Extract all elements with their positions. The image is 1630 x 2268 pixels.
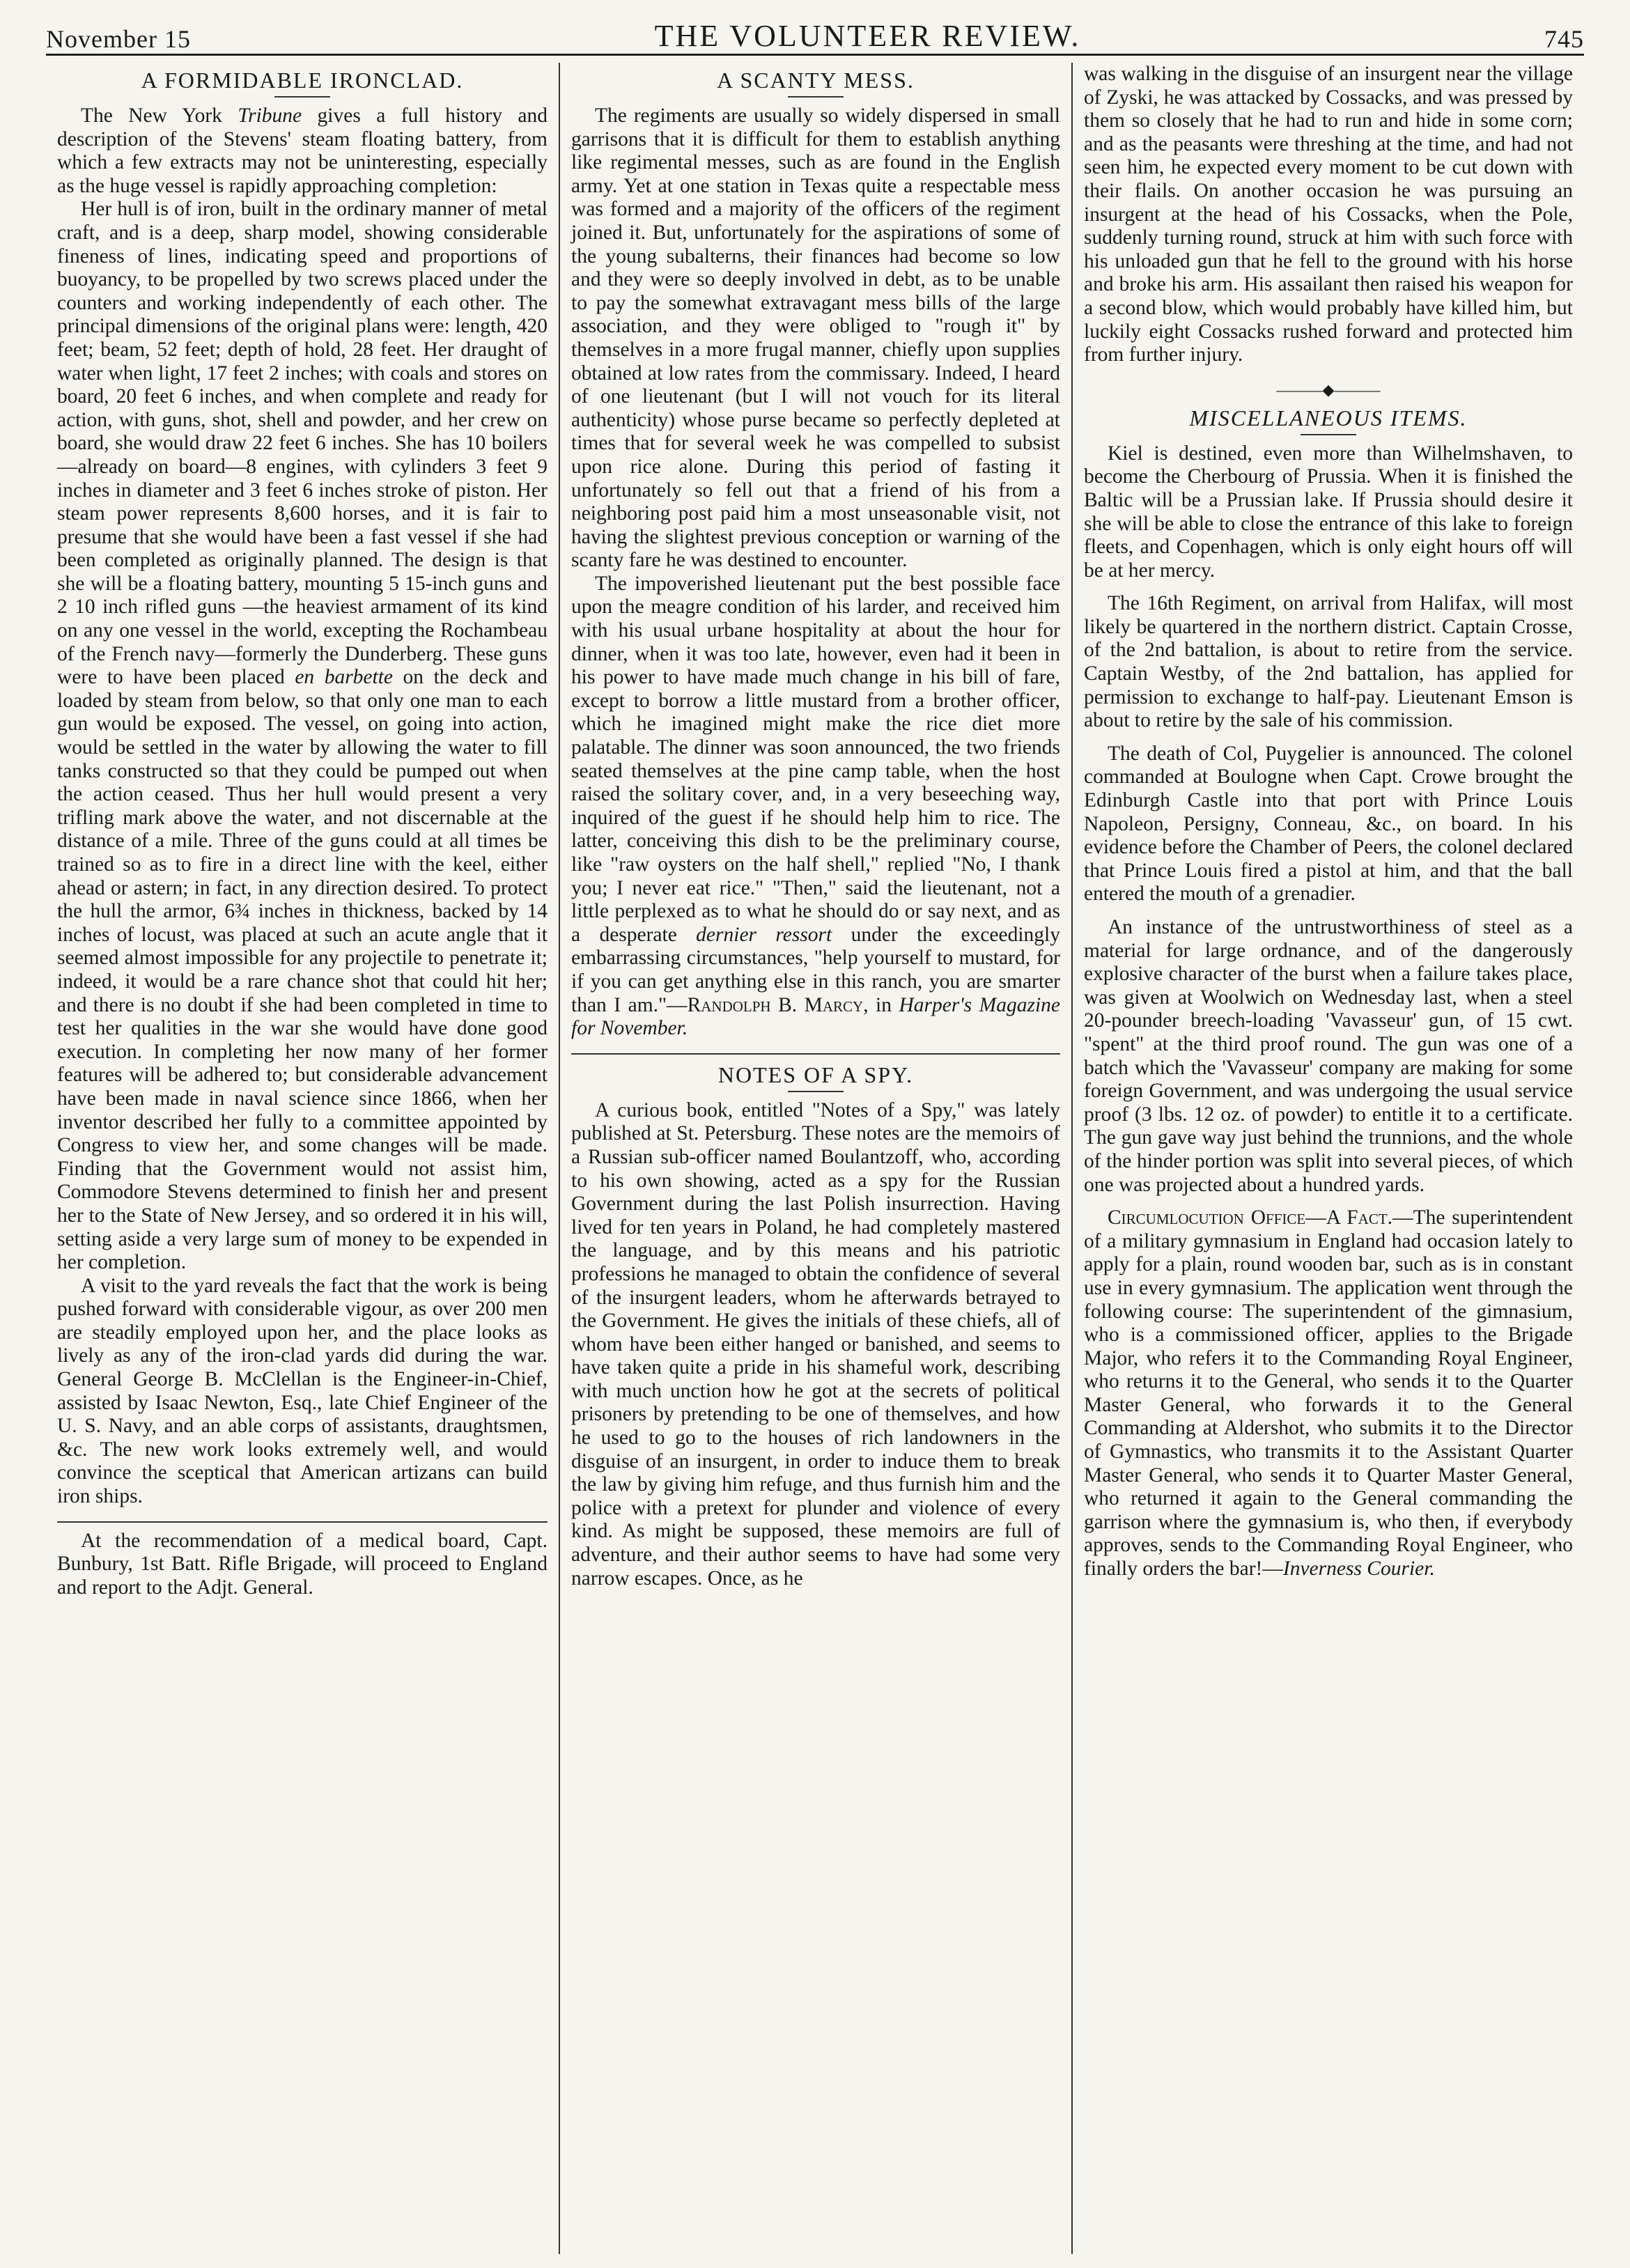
publication-title: THE VOLUNTEER REVIEW.	[654, 19, 1081, 53]
article-paragraph: The New York Tribune gives a full history and description of the Stevens' steam floating battery, from which a few extracts may not be uninteresting, especially as the huge vessel is rapidly approaching completion:	[57, 104, 548, 197]
column-2	[559, 63, 1071, 2254]
heading-rule	[788, 96, 844, 98]
source-name: Tribune	[238, 104, 302, 127]
section-rule	[57, 1521, 548, 1523]
news-item: The 16th Regiment, on arrival from Halifax, will most likely be quartered in the northern district. Captain Crosse, of the 2nd battalion, is about to retire from the service. Captain Westby, of the 2nd battalion, has applied for permission to exchange to half-pay. Lieutenant Emson is about to retire by the sale of his commission.	[1084, 592, 1573, 732]
article-heading-misc: MISCELLANEOUS ITEMS.	[1189, 405, 1468, 430]
masthead	[46, 0, 1584, 56]
author-name: Randolph B. Marcy	[687, 993, 864, 1016]
source-name: Harper's Magazine for November.	[571, 993, 1060, 1040]
article-paragraph: The regiments are usually so widely dispersed in small garrisons that it is difficult for them to establish anything like regimental messes, such as are found in the English army. Yet at one station in Texas quite a respectable mess was formed and a majority of the officers of the regiment joined it. But, unfortunately for the aspirations of some of the young subalterns, their finances had become so low and they were so deeply involved in debt, as to be unable to pay the somewhat extravagant mess bills of the large association, and they were obliged to "rough it" by themselves in a more frugal manner, chiefly upon supplies obtained at low rates from the commissary. Indeed, I heard of one lieutenant (but I will not vouch for its literal authenticity) whose purse became so perfectly depleted at times that for several week he was compelled to subsist upon rice alone. During this period of fasting it unfortunately so fell out that a friend of his from a neighboring post paid him a most unseasonable visit, not having the slightest previous conception or warning of the scanty fare he was destined to encounter.	[571, 104, 1060, 572]
section-ornament: ———◆———	[1276, 380, 1381, 398]
section-rule	[571, 1053, 1060, 1055]
news-item: An instance of the untrustworthiness of steel as a material for large ordnance, and of the dangerously explosive character of the burst when a failure takes place, was given at Woolwich on Wednesday last, when a steel 20-pounder breech-loading 'Vavasseur' gun, of 15 cwt. "spent" at the third proof round. The gun was one of a batch which the 'Vavasseur' company are making for some foreign Government, and was undergoing the usual service proof (3 lbs. 12 oz. of powder) to entitle it to a certificate. The gun gave way just behind the trunnions, and the whole of the hinder portion was split into several pieces, of which one was projected about a hundred yards.	[1084, 916, 1573, 1196]
heading-rule	[274, 96, 330, 98]
article-paragraph: was walking in the disguise of an insurgent near the village of Zyski, he was attacked by Cossacks, and was pressed by them so closely that he had to run and hide in some corn; and as the peasants were threshing at the time, and had not seen him, he expected every moment to be cut down with their flails. On another occasion he was pursuing an insurgent at the head of his Cossacks, when the Pole, suddenly turning round, struck at him with such force with his unloaded gun that he fell to the ground with his horse and broke his arm. His assailant then raised his weapon for a second blow, which would probably have killed him, but luckily eight Cossacks rushed forward and protected him from further injury.	[1084, 63, 1573, 366]
article-heading-mess: A SCANTY MESS.	[717, 68, 915, 93]
news-item: Circumlocution Office—A Fact.—The superintendent of a military gymnasium in England had occasion lately to apply for a plain, round wooden bar, such as is in constant use in every gymnasium. The application went through the following course: The superintendent of the gimnasium, who is a commissioned officer, applies to the Brigade Major, who refers it to the Commanding Royal Engineer, who returns it to the General, who sends it to the Quarter Master General, who forwards it to the General Commanding at Aldershot, who submits it to the Director of Gymnastics, who transmits it to the Assistant Quarter Master General, who sends it to Quarter Master General, who returned it again to the General commanding the garrison where the gymnasium is, who then, if everybody approves, sends to the Commanding Royal Engineer, who finally orders the bar!—Inverness Courier.	[1084, 1206, 1573, 1580]
source-name: Inverness Courier.	[1282, 1558, 1435, 1580]
column-3	[1071, 63, 1584, 2254]
column-1	[46, 63, 559, 2254]
article-paragraph: A visit to the yard reveals the fact that the work is being pushed forward with considerable vigour, as over 200 men are steadily employed upon her, and the place looks as lively as any of the iron-clad yards did during the war. General George B. McClellan is the Engineer-in-Chief, assisted by Isaac Newton, Esq., late Chief Engineer of the U. S. Navy, and an able corps of assistants, draughtsmen, &c. The new work looks extremely well, and would convince the sceptical that American artizans can build iron ships.	[57, 1274, 548, 1508]
article-paragraph: Her hull is of iron, built in the ordinary manner of metal craft, and is a deep, sharp model, showing considerable fineness of lines, indicating speed and proportions of buoyancy, to be propelled by two screws placed under the counters and working independently of each other. The principal dimensions of the original plans were: length, 420 feet; beam, 52 feet; depth of hold, 28 feet. Her draught of water when light, 17 feet 2 inches; with coals and stores on board, 20 feet 6 inches, and when complete and ready for action, with guns, shot, shell and powder, and her crew on board, she would draw 22 feet 6 inches. She has 10 boilers—already on board—8 engines, with cylinders 3 feet 9 inches in diameter and 3 feet 6 inches stroke of piston. Her steam power represents 8,600 horses, and it is fair to presume that she would have been a fast vessel if she had been completed as originally planned. The design is that she will be a floating battery, mounting 5 15-inch guns and 2 10 inch rifled guns —the heaviest armament of its kind on any one vessel in the world, excepting the Rochambeau of the French navy—formerly the Dunderberg. These guns were to have been placed en barbette on the deck and loaded by steam from below, so that only one man to each gun would be exposed. The vessel, on going into action, would be settled in the water by allowing the water to fill tanks constructed so that they could be pumped out when the action ceased. Thus her hull would present a very trifling mark above the water, and not discernable at the distance of a mile. Three of the guns could at all times be trained so as to fire in a direct line with the keel, either ahead or astern; in fact, in any direction desired. To protect the hull the armor, 6¾ inches in thickness, backed by 14 inches of locust, was placed at such an acute angle that it seemed almost impossible for any projectile to penetrate it; indeed, it would be a rare chance shot that could hit her; and there is no doubt if she had been completed in time to test her qualities in the war she would have done good execution. In completing her now many of her former features will be adhered to; but considerable advancement have been made in naval science since 1866, when her inventor described her fully to a committee appointed by Congress to view her, and some changes will be made. Finding that the Government would not assist him, Commodore Stevens determined to finish her and present her to the State of New Jersey, and so ordered it in his will, setting aside a very large sum of money to be expended in her completion.	[57, 198, 548, 1274]
heading-rule	[788, 1091, 844, 1092]
columns	[46, 63, 1584, 2254]
article-heading-ironclad: A FORMIDABLE IRONCLAD.	[141, 68, 464, 93]
issue-date: November 15	[46, 25, 191, 53]
news-item: Kiel is destined, even more than Wilhelmshaven, to become the Cherbourg of Prussia. When it is finished the Baltic will be a Prussian lake. If Prussia should desire it she will be able to close the entrance of this lake to foreign fleets, and Copenhagen, which is only eight hours off will be at her mercy.	[1084, 442, 1573, 582]
heading-rule	[1301, 434, 1356, 435]
article-paragraph: The impoverished lieutenant put the best possible face upon the meagre condition of his larder, and received him with his usual urbane hospitality at about the hour for dinner, when it was too late, however, even had it been in his power to have made much change in his bill of fare, except to borrow a little mustard from a brother officer, which he imagined might make the rice diet more palatable. The dinner was soon announced, the two friends seated themselves at the pine camp table, when the host raised the solitary cover, and, in a very beseeching way, inquired of the guest if he should help him to rice. The latter, conceiving this dish to be the preliminary course, like "raw oysters on the half shell," replied "No, I thank you; I never eat rice." "Then," said the lieutenant, not a little perplexed as to what he should do or say next, and as a desperate dernier ressort under the exceedingly embarrassing circumstances, "help yourself to mustard, for if you can get anything else in this ranch, you are smarter than I am."—Randolph B. Marcy, in Harper's Magazine for November.	[571, 572, 1060, 1040]
page-number: 745	[1544, 25, 1584, 53]
article-heading-spy: NOTES OF A SPY.	[717, 1062, 914, 1087]
article-paragraph: A curious book, entitled "Notes of a Spy," was lately published at St. Petersburg. These notes are the memoirs of a Russian sub-officer named Boulantzoff, who, according to his own showing, acted as a spy for the Russian Government during the last Polish insurrection. Having lived for ten years in Poland, he had completely mastered the language, and by this means and his patriotic professions he managed to obtain the confidence of several of the insurgent leaders, whom he afterwards betrayed to the Government. He gives the initials of these chiefs, all of whom have been either hanged or banished, and seems to have taken quite a pride in his shameful work, describing with much unction how he got at the secrets of political prisoners by pretending to be one of themselves, and how he used to go to the houses of rich landowners in the disguise of an insurgent, in order to induce them to break the law by giving him refuge, and thus furnish him and the police with a pretext for plunder and violence of every kind. As might be supposed, these memoirs are full of adventure, and their author seems to have had some very narrow escapes. Once, as he	[571, 1098, 1060, 1590]
item-lead: Circumlocution Office—A Fact.	[1108, 1206, 1393, 1229]
news-item: The death of Col, Puygelier is announced. The colonel commanded at Boulogne when Capt. Crowe brought the Edinburgh Castle into that port with Prince Louis Napoleon, Persigny, Conneau, &c., on board. In his evidence before the Chamber of Peers, the colonel declared that Prince Louis fired a pistol at him, and that the ball entered the mouth of a grenadier.	[1084, 742, 1573, 906]
news-item: At the recommendation of a medical board, Capt. Bunbury, 1st Batt. Rifle Brigade, will proceed to England and report to the Adjt. General.	[57, 1529, 548, 1599]
